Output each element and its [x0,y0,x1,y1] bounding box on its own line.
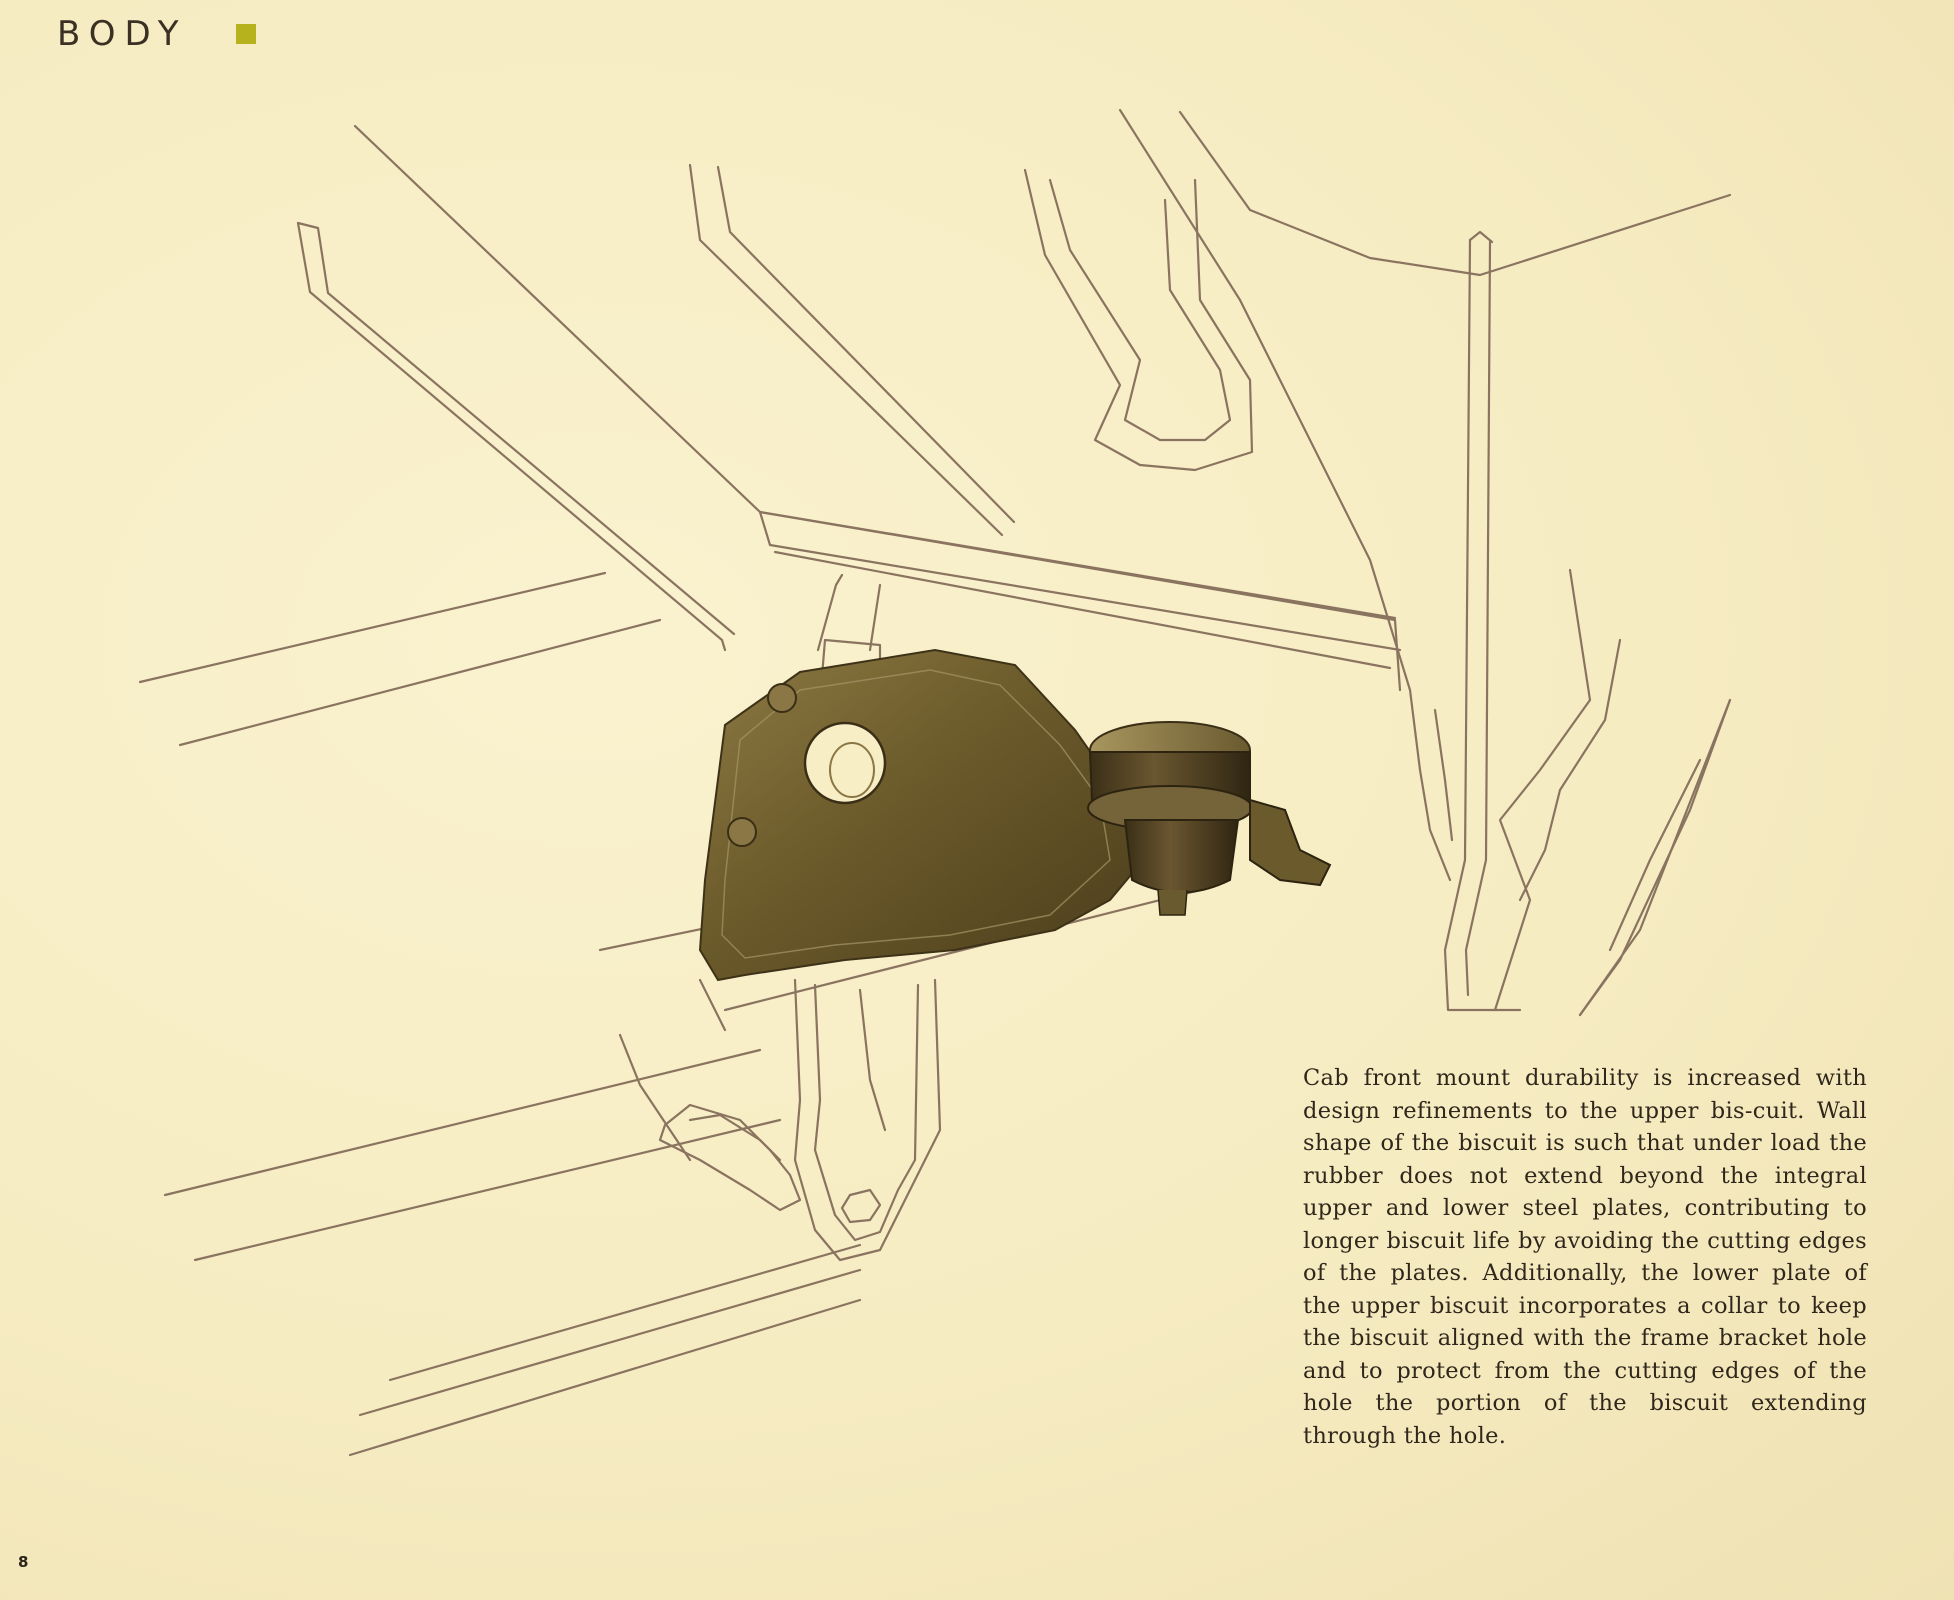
section-marker-square [236,24,256,44]
page-number: 8 [18,1553,29,1571]
section-title: BODY [57,14,188,54]
upper-biscuit [1088,722,1330,915]
frame-bracket [700,650,1135,980]
section-heading [57,14,256,54]
caption-paragraph: Cab front mount durability is increased with design refinements to the upper bis-cuit. Wall shape of the biscuit is such that under load the rubber does not extend beyond the integral upper and lower steel plates, contributing to longer biscuit life by avoiding the cutting edges of the plates. Additionally, the lower plate of the upper biscuit incorporates a collar to keep the biscuit aligned with the frame bracket hole and to protect from the cutting edges of the hole the portion of the biscuit extending through the hole. [1303,1065,1867,1449]
body-caption-text [1303,1062,1867,1452]
